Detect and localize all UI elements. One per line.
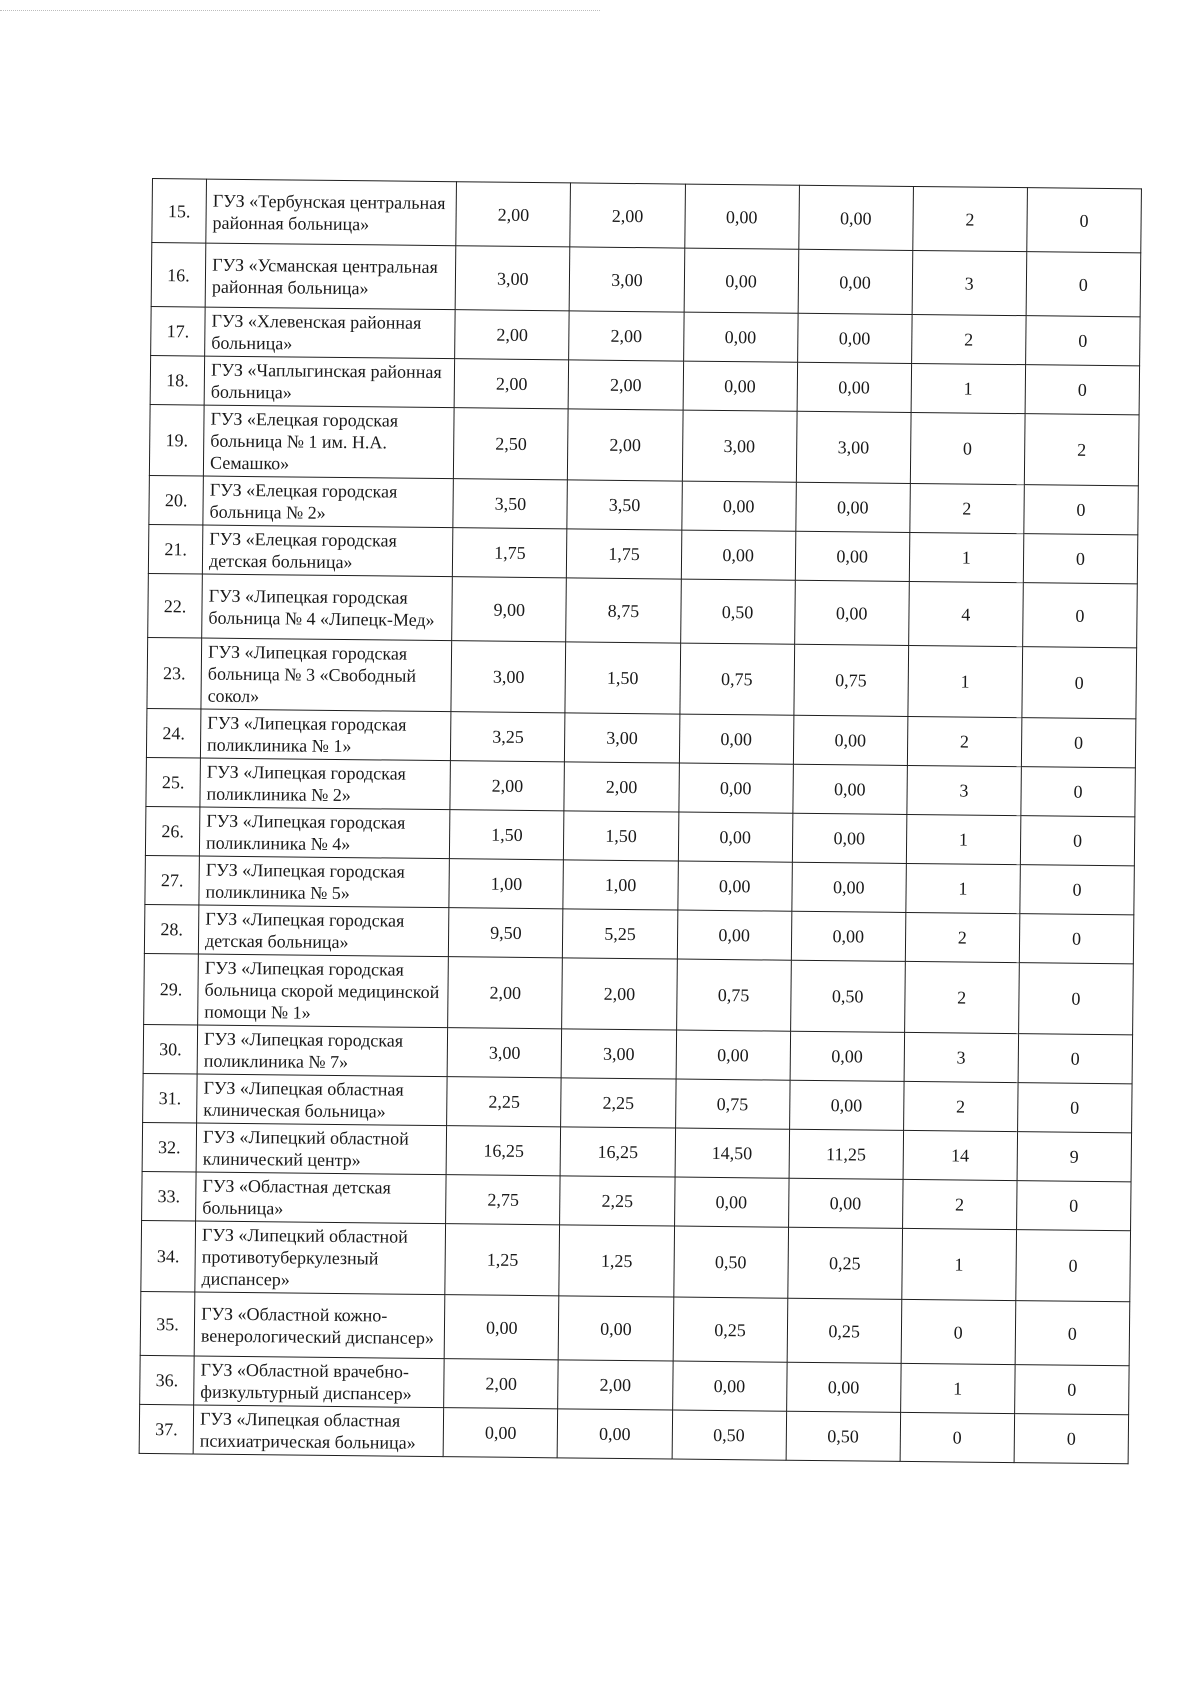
institution-name: ГУЗ «Липецкая городская поликлиника № 4» xyxy=(199,807,450,859)
table-body xyxy=(139,179,1141,1464)
table-row xyxy=(144,953,1134,1034)
table-row xyxy=(149,404,1139,485)
value-cell-6: 0 xyxy=(1023,534,1138,584)
row-number: 35. xyxy=(140,1291,195,1356)
value-cell-6: 0 xyxy=(1025,365,1140,415)
institution-name: ГУЗ «Липецкая городская детская больница» xyxy=(198,905,449,957)
row-number: 25. xyxy=(146,757,201,807)
value-cell-1: 1,25 xyxy=(445,1224,560,1296)
row-number: 32. xyxy=(142,1122,197,1172)
value-cell-4: 0,00 xyxy=(795,482,910,532)
value-cell-3: 0,00 xyxy=(677,861,792,911)
value-cell-3: 3,00 xyxy=(682,410,797,482)
table-row xyxy=(148,573,1138,647)
value-cell-3: 0,50 xyxy=(673,1226,788,1298)
value-cell-5: 1 xyxy=(902,1228,1017,1300)
value-cell-2: 2,25 xyxy=(561,1078,676,1128)
table-row xyxy=(147,637,1137,718)
value-cell-2: 1,50 xyxy=(564,811,679,861)
value-cell-5: 4 xyxy=(908,581,1023,646)
table-row xyxy=(152,179,1142,253)
row-number: 18. xyxy=(150,355,205,405)
row-number: 24. xyxy=(146,708,201,758)
value-cell-5: 1 xyxy=(908,645,1023,717)
value-cell-1: 2,25 xyxy=(447,1077,562,1127)
institution-name: ГУЗ «Липецкая городская больница № 4 «Липецк-Мед» xyxy=(202,574,453,641)
table-row xyxy=(139,1404,1128,1463)
value-cell-5: 2 xyxy=(905,912,1020,962)
institution-name: ГУЗ «Липецкая городская больница № 3 «Свободный сокол» xyxy=(201,638,452,712)
row-number: 15. xyxy=(152,179,207,244)
institution-name: ГУЗ «Липецкий областной клинический центр» xyxy=(196,1123,447,1175)
row-number: 36. xyxy=(140,1355,195,1405)
value-cell-5: 1 xyxy=(909,532,1024,582)
institution-name: ГУЗ «Елецкая городская детская больница» xyxy=(202,525,453,577)
row-number: 19. xyxy=(149,404,204,476)
institution-name: ГУЗ «Хлевенская районная больница» xyxy=(205,307,456,359)
value-cell-1: 9,00 xyxy=(452,577,567,642)
value-cell-1: 3,25 xyxy=(451,712,566,762)
value-cell-2: 2,00 xyxy=(568,409,683,481)
value-cell-2: 0,00 xyxy=(559,1296,674,1361)
value-cell-4: 0,00 xyxy=(797,313,912,363)
row-number: 17. xyxy=(151,306,206,356)
value-cell-1: 2,75 xyxy=(446,1175,561,1225)
value-cell-5: 0 xyxy=(910,412,1025,484)
row-number: 21. xyxy=(148,524,203,574)
value-cell-4: 0,00 xyxy=(792,813,907,863)
institution-name: ГУЗ «Липецкая городская больница скорой медицинской помощи № 1» xyxy=(198,954,449,1028)
value-cell-2: 16,25 xyxy=(560,1127,675,1177)
value-cell-3: 0,00 xyxy=(676,1030,791,1080)
value-cell-5: 1 xyxy=(911,363,1026,413)
value-cell-1: 2,00 xyxy=(454,359,569,409)
value-cell-5: 3 xyxy=(904,1032,1019,1082)
value-cell-6: 0 xyxy=(1025,316,1140,366)
institution-name: ГУЗ «Тербунская центральная районная больница» xyxy=(206,179,457,246)
row-number: 31. xyxy=(143,1073,198,1123)
value-cell-1: 2,00 xyxy=(450,761,565,811)
value-cell-3: 0,00 xyxy=(677,910,792,960)
value-cell-6: 0 xyxy=(1022,647,1137,719)
scan-top-rule xyxy=(0,10,600,11)
value-cell-5: 0 xyxy=(901,1299,1016,1364)
value-cell-3: 0,00 xyxy=(681,530,796,580)
value-cell-1: 2,00 xyxy=(455,310,570,360)
value-cell-6: 0 xyxy=(1017,1083,1132,1133)
value-cell-4: 0,25 xyxy=(787,1298,902,1363)
value-cell-2: 5,25 xyxy=(563,909,678,959)
value-cell-1: 3,50 xyxy=(453,479,568,529)
value-cell-3: 0,50 xyxy=(672,1410,787,1460)
value-cell-1: 0,00 xyxy=(443,1408,558,1458)
value-cell-5: 2 xyxy=(910,483,1025,533)
value-cell-5: 2 xyxy=(911,314,1026,364)
institution-name: ГУЗ «Липецкая городская поликлиника № 7» xyxy=(197,1025,448,1077)
value-cell-4: 0,00 xyxy=(794,580,909,645)
value-cell-1: 2,50 xyxy=(454,408,569,480)
value-cell-3: 0,00 xyxy=(684,184,799,249)
value-cell-1: 9,50 xyxy=(449,908,564,958)
value-cell-5: 1 xyxy=(906,814,1021,864)
row-number: 23. xyxy=(147,637,202,709)
row-number: 22. xyxy=(148,573,203,638)
value-cell-6: 9 xyxy=(1017,1132,1132,1182)
value-cell-4: 0,00 xyxy=(791,911,906,961)
value-cell-5: 1 xyxy=(906,863,1021,913)
value-cell-2: 2,00 xyxy=(558,1360,673,1410)
value-cell-1: 16,25 xyxy=(446,1126,561,1176)
table-row xyxy=(140,1291,1130,1365)
institution-name: ГУЗ «Елецкая городская больница № 1 им. Н.А. Семашко» xyxy=(203,405,454,479)
value-cell-4: 0,50 xyxy=(790,960,905,1032)
value-cell-4: 0,00 xyxy=(795,531,910,581)
row-number: 33. xyxy=(142,1171,197,1221)
value-cell-2: 2,00 xyxy=(570,183,685,248)
value-cell-1: 3,00 xyxy=(451,641,566,713)
value-cell-4: 0,00 xyxy=(797,362,912,412)
institution-name: ГУЗ «Чаплыгинская районная больница» xyxy=(204,356,455,408)
value-cell-5: 2 xyxy=(904,961,1019,1033)
value-cell-4: 0,00 xyxy=(790,1031,905,1081)
value-cell-3: 14,50 xyxy=(675,1128,790,1178)
institution-name: ГУЗ «Липецкая городская поликлиника № 2» xyxy=(200,758,451,810)
value-cell-3: 0,00 xyxy=(678,812,793,862)
value-cell-2: 3,00 xyxy=(565,713,680,763)
value-cell-1: 2,00 xyxy=(444,1359,559,1409)
value-cell-1: 3,00 xyxy=(455,246,570,311)
row-number: 27. xyxy=(145,855,200,905)
value-cell-3: 0,00 xyxy=(683,312,798,362)
value-cell-4: 0,00 xyxy=(798,185,913,250)
institution-name: ГУЗ «Липецкая областная клиническая больница» xyxy=(197,1074,448,1126)
value-cell-4: 0,75 xyxy=(794,644,909,716)
table-row xyxy=(141,1220,1131,1301)
row-number: 37. xyxy=(139,1404,194,1454)
value-cell-6: 0 xyxy=(1018,963,1133,1035)
row-number: 29. xyxy=(144,953,199,1025)
table-row xyxy=(151,243,1141,317)
row-number: 34. xyxy=(141,1220,196,1292)
value-cell-6: 0 xyxy=(1022,583,1137,648)
institution-name: ГУЗ «Областная детская больница» xyxy=(196,1172,447,1224)
value-cell-3: 0,25 xyxy=(673,1297,788,1362)
value-cell-3: 0,00 xyxy=(683,361,798,411)
value-cell-3: 0,00 xyxy=(678,763,793,813)
row-number: 28. xyxy=(144,904,199,954)
value-cell-6: 2 xyxy=(1024,414,1139,486)
value-cell-5: 3 xyxy=(907,765,1022,815)
value-cell-2: 1,75 xyxy=(567,529,682,579)
value-cell-6: 0 xyxy=(1016,1230,1131,1302)
value-cell-4: 0,50 xyxy=(786,1411,901,1461)
value-cell-3: 0,75 xyxy=(679,643,794,715)
value-cell-3: 0,00 xyxy=(679,714,794,764)
value-cell-1: 1,00 xyxy=(449,859,564,909)
value-cell-4: 0,25 xyxy=(787,1227,902,1299)
value-cell-1: 1,75 xyxy=(453,528,568,578)
value-cell-4: 3,00 xyxy=(796,411,911,483)
value-cell-5: 0 xyxy=(900,1412,1015,1462)
value-cell-6: 0 xyxy=(1015,1301,1130,1366)
value-cell-2: 0,00 xyxy=(558,1409,673,1459)
row-number: 30. xyxy=(143,1024,198,1074)
value-cell-4: 0,00 xyxy=(789,1080,904,1130)
value-cell-5: 14 xyxy=(903,1130,1018,1180)
value-cell-3: 0,50 xyxy=(680,579,795,644)
value-cell-6: 0 xyxy=(1020,816,1135,866)
value-cell-3: 0,75 xyxy=(676,959,791,1031)
value-cell-3: 0,75 xyxy=(675,1079,790,1129)
value-cell-1: 3,00 xyxy=(447,1028,562,1078)
value-cell-3: 0,00 xyxy=(684,248,799,313)
staffing-table xyxy=(139,178,1142,1464)
value-cell-4: 0,00 xyxy=(793,715,908,765)
institution-name: ГУЗ «Липецкая областная психиатрическая больница» xyxy=(193,1405,444,1457)
value-cell-2: 2,00 xyxy=(569,311,684,361)
value-cell-5: 1 xyxy=(900,1363,1015,1413)
value-cell-1: 2,00 xyxy=(456,182,571,247)
value-cell-6: 0 xyxy=(1021,718,1136,768)
value-cell-2: 2,00 xyxy=(562,958,677,1030)
row-number: 26. xyxy=(145,806,200,856)
value-cell-5: 2 xyxy=(902,1179,1017,1229)
value-cell-2: 2,00 xyxy=(569,360,684,410)
value-cell-2: 2,00 xyxy=(564,762,679,812)
value-cell-6: 0 xyxy=(1014,1414,1129,1464)
value-cell-2: 3,00 xyxy=(570,247,685,312)
value-cell-6: 0 xyxy=(1014,1365,1129,1415)
value-cell-4: 11,25 xyxy=(789,1129,904,1179)
institution-name: ГУЗ «Елецкая городская больница № 2» xyxy=(203,476,454,528)
value-cell-1: 0,00 xyxy=(444,1295,559,1360)
value-cell-5: 3 xyxy=(912,250,1027,315)
document-page xyxy=(152,178,1142,1454)
value-cell-2: 3,00 xyxy=(562,1029,677,1079)
value-cell-2: 1,50 xyxy=(565,642,680,714)
value-cell-4: 0,00 xyxy=(788,1178,903,1228)
value-cell-2: 8,75 xyxy=(566,578,681,643)
value-cell-6: 0 xyxy=(1027,188,1142,253)
value-cell-6: 0 xyxy=(1018,1034,1133,1084)
row-number: 16. xyxy=(151,243,206,308)
value-cell-5: 2 xyxy=(903,1081,1018,1131)
value-cell-6: 0 xyxy=(1016,1181,1131,1231)
value-cell-4: 0,00 xyxy=(798,249,913,314)
value-cell-2: 1,25 xyxy=(559,1225,674,1297)
value-cell-5: 2 xyxy=(913,186,1028,251)
value-cell-4: 0,00 xyxy=(791,862,906,912)
value-cell-6: 0 xyxy=(1019,914,1134,964)
value-cell-3: 0,00 xyxy=(672,1361,787,1411)
value-cell-4: 0,00 xyxy=(786,1362,901,1412)
value-cell-6: 0 xyxy=(1026,252,1141,317)
institution-name: ГУЗ «Областной врачебно-физкультурный диспансер» xyxy=(194,1356,445,1408)
institution-name: ГУЗ «Липецкая городская поликлиника № 1» xyxy=(200,709,451,761)
value-cell-1: 2,00 xyxy=(448,957,563,1029)
institution-name: ГУЗ «Липецкий областной противотуберкулезный диспансер» xyxy=(195,1221,446,1295)
value-cell-3: 0,00 xyxy=(681,481,796,531)
institution-name: ГУЗ «Липецкая городская поликлиника № 5» xyxy=(199,856,450,908)
value-cell-1: 1,50 xyxy=(450,810,565,860)
value-cell-6: 0 xyxy=(1020,865,1135,915)
institution-name: ГУЗ «Усманская центральная районная больница» xyxy=(205,243,456,310)
institution-name: ГУЗ «Областной кожно-венерологический диспансер» xyxy=(194,1292,445,1359)
value-cell-2: 2,25 xyxy=(560,1176,675,1226)
value-cell-6: 0 xyxy=(1024,485,1139,535)
value-cell-5: 2 xyxy=(907,716,1022,766)
value-cell-2: 1,00 xyxy=(563,860,678,910)
value-cell-4: 0,00 xyxy=(793,764,908,814)
value-cell-2: 3,50 xyxy=(567,480,682,530)
row-number: 20. xyxy=(149,475,204,525)
value-cell-6: 0 xyxy=(1021,767,1136,817)
value-cell-3: 0,00 xyxy=(674,1177,789,1227)
